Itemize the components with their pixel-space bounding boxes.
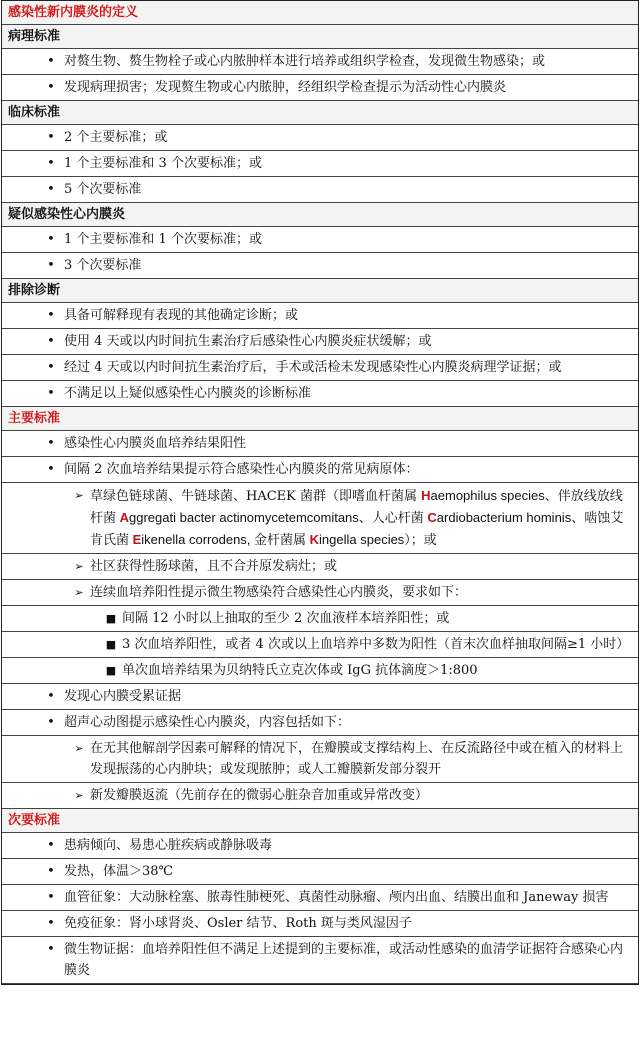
- list-item-text: 发现病理损害；发现赘生物或心内脓肿，经组织学检查提示为活动性心内膜炎: [64, 80, 507, 95]
- bullet-icon: ➢: [74, 586, 84, 599]
- list-item: [2, 606, 638, 632]
- list-item: [2, 937, 638, 984]
- section-heading-major: 主要标准: [2, 407, 638, 431]
- list-item: [2, 783, 638, 809]
- list-item: [2, 49, 638, 75]
- list-item-text: 间隔 2 次血培养结果提示符合感染性心内膜炎的常见病原体：: [64, 462, 419, 477]
- list-item-text: 在无其他解剖学因素可解释的情况下，在瓣膜或支撑结构上、在反流路径中或在植入的材料上发现振荡的心内肿块；或发现脓肿；或人工瓣膜新发部分裂开: [90, 741, 624, 777]
- page-title: 感染性新内膜炎的定义: [2, 1, 638, 25]
- list-item-text: 社区获得性肠球菌，且不合并原发病灶；或: [90, 559, 338, 574]
- bullet-icon: ➢: [74, 489, 84, 502]
- list-item: [2, 885, 638, 911]
- bullet-icon: •: [47, 436, 55, 451]
- list-item-text: 对赘生物、赘生物栓子或心内脓肿样本进行培养或组织学检查，发现微生物感染；或: [64, 54, 546, 69]
- bullet-icon: •: [47, 182, 55, 197]
- list-item: [2, 381, 638, 407]
- bullet-icon: •: [47, 130, 55, 145]
- list-item-text: 使用 4 天或以内时间抗生素治疗后感染性心内膜炎症状缓解；或: [64, 334, 432, 349]
- bullet-icon: •: [47, 156, 55, 171]
- list-item-text: 经过 4 天或以内时间抗生素治疗后，手术或活检未发现感染性心内膜炎病理学证据；或: [64, 360, 562, 375]
- section-heading-exclusion: 排除诊断: [2, 279, 638, 303]
- list-item: [2, 253, 638, 279]
- list-item-text: 具备可解释现有表现的其他确定诊断；或: [64, 308, 299, 323]
- bullet-icon: •: [47, 308, 55, 323]
- bullet-icon: •: [47, 80, 55, 95]
- bullet-icon: •: [47, 838, 55, 853]
- list-item-text: 发现心内膜受累证据: [64, 689, 182, 704]
- letter-h: H: [421, 488, 431, 503]
- list-item-text: 2 个主要标准；或: [64, 130, 168, 145]
- list-item-text: 新发瓣膜返流（先前存在的微弱心脏杂音加重或异常改变）: [90, 788, 429, 803]
- list-item-text: 血管征象：大动脉栓塞、脓毒性肺梗死、真菌性动脉瘤、颅内出血、结膜出血和 Janeway 损害: [64, 890, 609, 905]
- bullet-icon: •: [47, 54, 55, 69]
- bullet-icon: •: [47, 916, 55, 931]
- list-item: [2, 554, 638, 580]
- list-item: [2, 151, 638, 177]
- list-item: [2, 483, 638, 554]
- list-item: [2, 227, 638, 253]
- letter-a: A: [119, 510, 130, 525]
- letter-c: C: [427, 510, 437, 525]
- bullet-icon: •: [47, 334, 55, 349]
- list-item-text: 患病倾向、易患心脏疾病或静脉吸毒: [64, 838, 273, 853]
- list-item-text: 连续血培养阳性提示微生物感染符合感染性心内膜炎，要求如下：: [90, 585, 468, 600]
- bullet-icon: ➢: [74, 789, 84, 802]
- list-item-text: 单次血培养结果为贝纳特氏立克次体或 IgG 抗体滴度＞1:800: [122, 663, 478, 678]
- bullet-icon: ■: [105, 664, 117, 677]
- list-item-text: 发热，体温＞38℃: [64, 864, 174, 879]
- section-heading-pathology: 病理标准: [2, 25, 638, 49]
- list-item: [2, 632, 638, 658]
- list-item: [2, 431, 638, 457]
- bullet-icon: •: [47, 864, 55, 879]
- section-heading-clinical: 临床标准: [2, 101, 638, 125]
- bullet-icon: •: [47, 386, 55, 401]
- bullet-icon: •: [47, 232, 55, 247]
- bullet-icon: •: [47, 258, 55, 273]
- list-item-text: 感染性心内膜炎血培养结果阳性: [64, 436, 247, 451]
- list-item: [2, 833, 638, 859]
- list-item: [2, 457, 638, 483]
- list-item-text: 免疫征象：肾小球肾炎、Osler 结节、Roth 斑与类风湿因子: [64, 916, 412, 931]
- bullet-icon: •: [47, 715, 55, 730]
- list-item-text: 间隔 12 小时以上抽取的至少 2 次血液样本培养阳性；或: [122, 611, 450, 626]
- section-heading-minor: 次要标准: [2, 809, 638, 833]
- list-item: [2, 75, 638, 101]
- list-item-text: 微生物证据：血培养阳性但不满足上述提到的主要标准，或活动性感染的血清学证据符合感染心内膜炎: [64, 942, 624, 978]
- bullet-icon: ■: [105, 612, 117, 625]
- list-item: [2, 329, 638, 355]
- sections-container: [2, 25, 638, 984]
- list-item-text: 超声心动图提示感染性心内膜炎，内容包括如下：: [64, 715, 351, 730]
- bullet-icon: •: [47, 360, 55, 375]
- list-item: [2, 303, 638, 329]
- bullet-icon: ➢: [74, 560, 84, 573]
- bullet-icon: •: [47, 462, 55, 477]
- bullet-icon: ■: [105, 638, 117, 651]
- list-item: [2, 355, 638, 381]
- definition-table: [1, 0, 639, 985]
- section-heading-suspected: 疑似感染性心内膜炎: [2, 203, 638, 227]
- list-item-text: 5 个次要标准: [64, 182, 142, 197]
- bullet-icon: •: [47, 689, 55, 704]
- list-item: [2, 911, 638, 937]
- list-item: [2, 736, 638, 783]
- list-item-text: 3 次血培养阳性，或者 4 次或以上血培养中多数为阳性（首末次血样抽取间隔≥1 小时）: [122, 637, 630, 652]
- list-item: [2, 125, 638, 151]
- list-item: [2, 684, 638, 710]
- list-item-text: 3 个次要标准: [64, 258, 142, 273]
- letter-e: E: [132, 532, 142, 547]
- organism-list-text: 草绿色链球菌、牛链球菌、HACEK 菌群（即嗜血杆菌属 Haemophilus species、伴放线放线杆菌 Aggregati bacter actinomycetemcomitans、人心杆菌 Cardiobacterium hominis、啮蚀艾肯氏菌 Eikenella corrodens, 金杆菌属 Kingella species）；或: [90, 488, 624, 547]
- bullet-icon: •: [47, 890, 55, 905]
- list-item: [2, 580, 638, 606]
- list-item: [2, 658, 638, 684]
- list-item: [2, 177, 638, 203]
- bullet-icon: ➢: [74, 742, 84, 755]
- list-item: [2, 710, 638, 736]
- bullet-icon: •: [47, 942, 55, 957]
- letter-k: K: [309, 532, 320, 547]
- list-item: [2, 859, 638, 885]
- list-item-text: 1 个主要标准和 3 个次要标准；或: [64, 156, 262, 171]
- list-item-text: 1 个主要标准和 1 个次要标准；或: [64, 232, 262, 247]
- list-item-text: 不满足以上疑似感染性心内膜炎的诊断标准: [64, 386, 312, 401]
